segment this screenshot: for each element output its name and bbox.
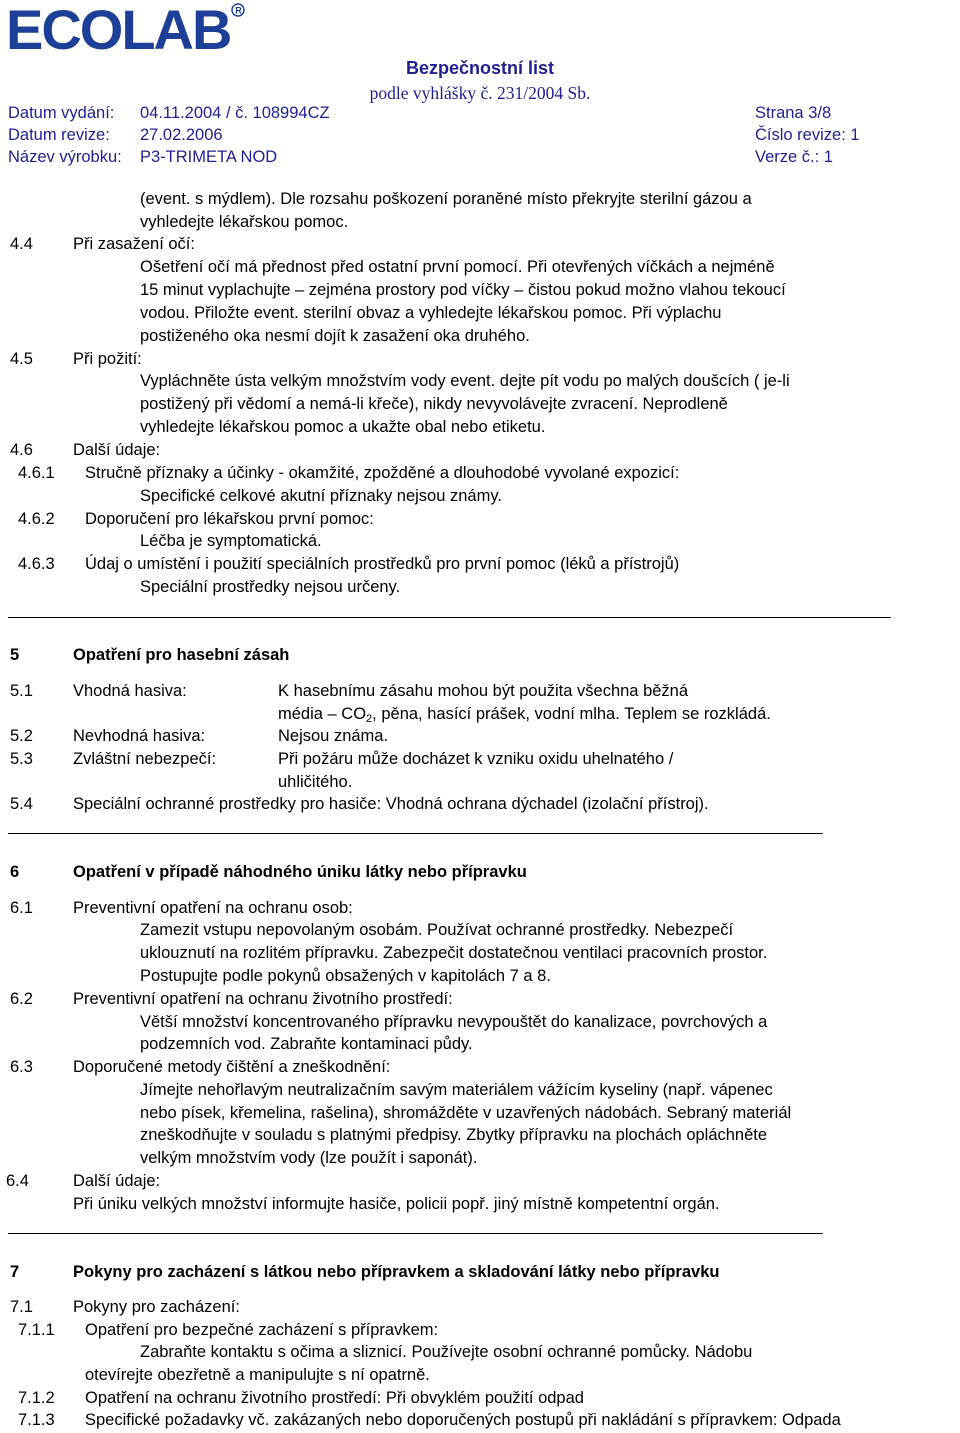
meta-label-product: Název výrobku: <box>8 148 122 166</box>
text-line: média – $CO_2$, pěna, hasící prášek, vodní mlha. Teplem se rozkládá. <box>278 705 771 725</box>
subsection-title: Doporučení pro lékařskou první pomoc: <box>85 510 374 528</box>
text-line: Speciální prostředky nejsou určeny. <box>140 578 401 596</box>
text-line: K hasebnímu zásahu mohou být použita všechna běžná <box>278 682 689 700</box>
subsection-title: Při požití: <box>73 350 142 368</box>
field-value: Nejsou známa. <box>278 727 389 745</box>
section-number: 5.2 <box>10 727 33 745</box>
subsection-title: Pokyny pro zacházení: <box>73 1298 240 1316</box>
section-divider <box>8 1233 823 1234</box>
text-line: Speciální ochranné prostředky pro hasiče: Vhodná ochrana dýchadel (izolační přístroj). <box>73 795 709 813</box>
section-number: 4.6.3 <box>18 555 55 573</box>
section-number: 7.1 <box>10 1298 33 1316</box>
text-line: Jímejte nehořlavým neutralizačním savým materiálem vážícím kyseliny (např. vápenec <box>140 1081 773 1099</box>
section-number: 7.1.3 <box>18 1411 55 1429</box>
text-line: Zamezit vstupu nepovolaným osobám. Používat ochranné prostředky. Nebezpečí <box>140 921 734 939</box>
text-line: Při požáru může docházet k vzniku oxidu uhelnatého / <box>278 750 674 768</box>
svg-text:R: R <box>235 5 242 16</box>
subsection-title: Při zasažení očí: <box>73 235 195 253</box>
text-line: Specifické požadavky vč. zakázaných nebo doporučených postupů při nakládání s přípravkem: Odpada <box>85 1411 841 1429</box>
section-heading-number: 7 <box>10 1263 20 1281</box>
field-label: Nevhodná hasiva: <box>73 727 206 745</box>
text-line: Vypláchněte ústa velkým množstvím vody event. dejte pít vodu po malých doušcích ( je-li <box>140 372 790 390</box>
text-line: postiženého oka nesmí dojít k zasažení oka druhého. <box>140 327 530 345</box>
text-line: podzemních vod. Zabraňte kontaminaci půdy. <box>140 1035 473 1053</box>
subsection-title: Opatření pro bezpečné zacházení s přípravkem: <box>85 1321 439 1339</box>
section-number: 7.1.1 <box>18 1321 55 1339</box>
text-line: uhličitého. <box>278 773 353 791</box>
subsection-title: Údaj o umístění i použití speciálních prostředků pro první pomoc (léků a přístrojů) <box>85 555 680 573</box>
field-label: Zvláštní nebezpečí: <box>73 750 217 768</box>
section-number: 4.6.2 <box>18 510 55 528</box>
subsection-title: Další údaje: <box>73 1172 161 1190</box>
section-divider <box>8 617 891 618</box>
section-number: 5.4 <box>10 795 33 813</box>
text-line: vyhledejte lékařskou pomoc. <box>140 213 349 231</box>
section-number: 4.5 <box>10 350 33 368</box>
section-heading: Opatření v případě náhodného úniku látky nebo přípravku <box>73 863 527 881</box>
section-number: 5.1 <box>10 682 33 700</box>
text-line: uklouznutí na rozlitém přípravku. Zabezpečit dostatečnou ventilaci pracovních prostor. <box>140 944 768 962</box>
section-number: 6.2 <box>10 990 33 1008</box>
section-number: 4.4 <box>10 235 33 253</box>
text-line: Specifické celkové akutní příznaky nejsou známy. <box>140 487 502 505</box>
meta-label-revision: Datum revize: <box>8 126 110 144</box>
text-line: postižený při vědomí a nemá-li křeče), nikdy nevyvolávejte zvracení. Neprodleně <box>140 395 728 413</box>
document-subtitle: podle vyhlášky č. 231/2004 Sb. <box>369 83 591 103</box>
section-number: 6.4 <box>6 1172 29 1190</box>
section-number: 6.1 <box>10 899 33 917</box>
text-line: Větší množství koncentrovaného přípravku nevypouštět do kanalizace, povrchových a <box>140 1013 768 1031</box>
section-heading-number: 6 <box>10 863 20 881</box>
ecolab-logo <box>6 2 246 58</box>
subsection-title: Stručně příznaky a účinky - okamžité, zpožděné a dlouhodobé vyvolané expozicí: <box>85 464 680 482</box>
section-number: 7.1.2 <box>18 1389 55 1407</box>
text-line: 15 minut vyplachujte – zejména prostory pod víčky – čistou pokud možno vlahou tekoucí <box>140 281 786 299</box>
section-divider <box>8 833 823 834</box>
text-line: (event. s mýdlem). Dle rozsahu poškození poraněné místo překryjte sterilní gázou a <box>140 190 752 208</box>
meta-label-issue: Datum vydání: <box>8 104 115 122</box>
text-line: Zabraňte kontaktu s očima a sliznicí. Používejte osobní ochranné pomůcky. Nádobu <box>140 1343 753 1361</box>
section-number: 4.6 <box>10 441 33 459</box>
text-line: vyhledejte lékařskou pomoc a ukažte obal nebo etiketu. <box>140 418 546 436</box>
text-line: otevírejte obezřetně a manipulujte s ní opatrně. <box>85 1366 430 1384</box>
subsection-title: Preventivní opatření na ochranu životního prostředí: <box>73 990 453 1008</box>
text-line: Opatření na ochranu životního prostředí: Při obvyklém použití odpad <box>85 1389 584 1407</box>
section-heading: Pokyny pro zacházení s látkou nebo přípravkem a skladování látky nebo přípravku <box>73 1263 720 1281</box>
meta-revision-number: Číslo revize: 1 <box>755 126 860 144</box>
subsection-title: Doporučené metody čištění a zneškodnění: <box>73 1058 391 1076</box>
subsection-title: Další údaje: <box>73 441 161 459</box>
logo-wordmark: ECOLAB <box>6 2 231 58</box>
text-line: vodou. Přiložte event. sterilní obvaz a vyhledejte lékařskou pomoc. Při výplachu <box>140 304 722 322</box>
text-line: Postupujte podle pokynů obsažených v kapitolách 7 a 8. <box>140 967 551 985</box>
section-heading: Opatření pro hasební zásah <box>73 646 290 664</box>
meta-value-product: P3-TRIMETA NOD <box>140 148 278 166</box>
text-line: Léčba je symptomatická. <box>140 532 322 550</box>
subsection-title: Preventivní opatření na ochranu osob: <box>73 899 353 917</box>
text-line: zneškodňujte v souladu s platnými předpisy. Zbytky přípravku na plochách opláchněte <box>140 1126 768 1144</box>
meta-value-issue: 04.11.2004 / č. 108994CZ <box>140 104 330 122</box>
section-number: 6.3 <box>10 1058 33 1076</box>
section-heading-number: 5 <box>10 646 20 664</box>
text-line: nebo písek, křemelina, rašelina), shromážděte v uzavřených nádobách. Sebraný materiál <box>140 1104 792 1122</box>
text-line: velkým množstvím vody (lze použít i saponát). <box>140 1149 478 1167</box>
document-title: Bezpečnostní list <box>405 58 555 78</box>
meta-value-revision: 27.02.2006 <box>140 126 223 144</box>
field-label: Vhodná hasiva: <box>73 682 187 700</box>
section-number: 5.3 <box>10 750 33 768</box>
text-line: Při úniku velkých množství informujte hasiče, policii popř. jiný místně kompetentní orgán. <box>73 1195 720 1213</box>
meta-version: Verze č.: 1 <box>755 148 833 166</box>
section-number: 4.6.1 <box>18 464 55 482</box>
text-line: Ošetření očí má přednost před ostatní první pomocí. Při otevřených víčkách a nejméně <box>140 258 775 276</box>
meta-page: Strana 3/8 <box>755 104 832 122</box>
